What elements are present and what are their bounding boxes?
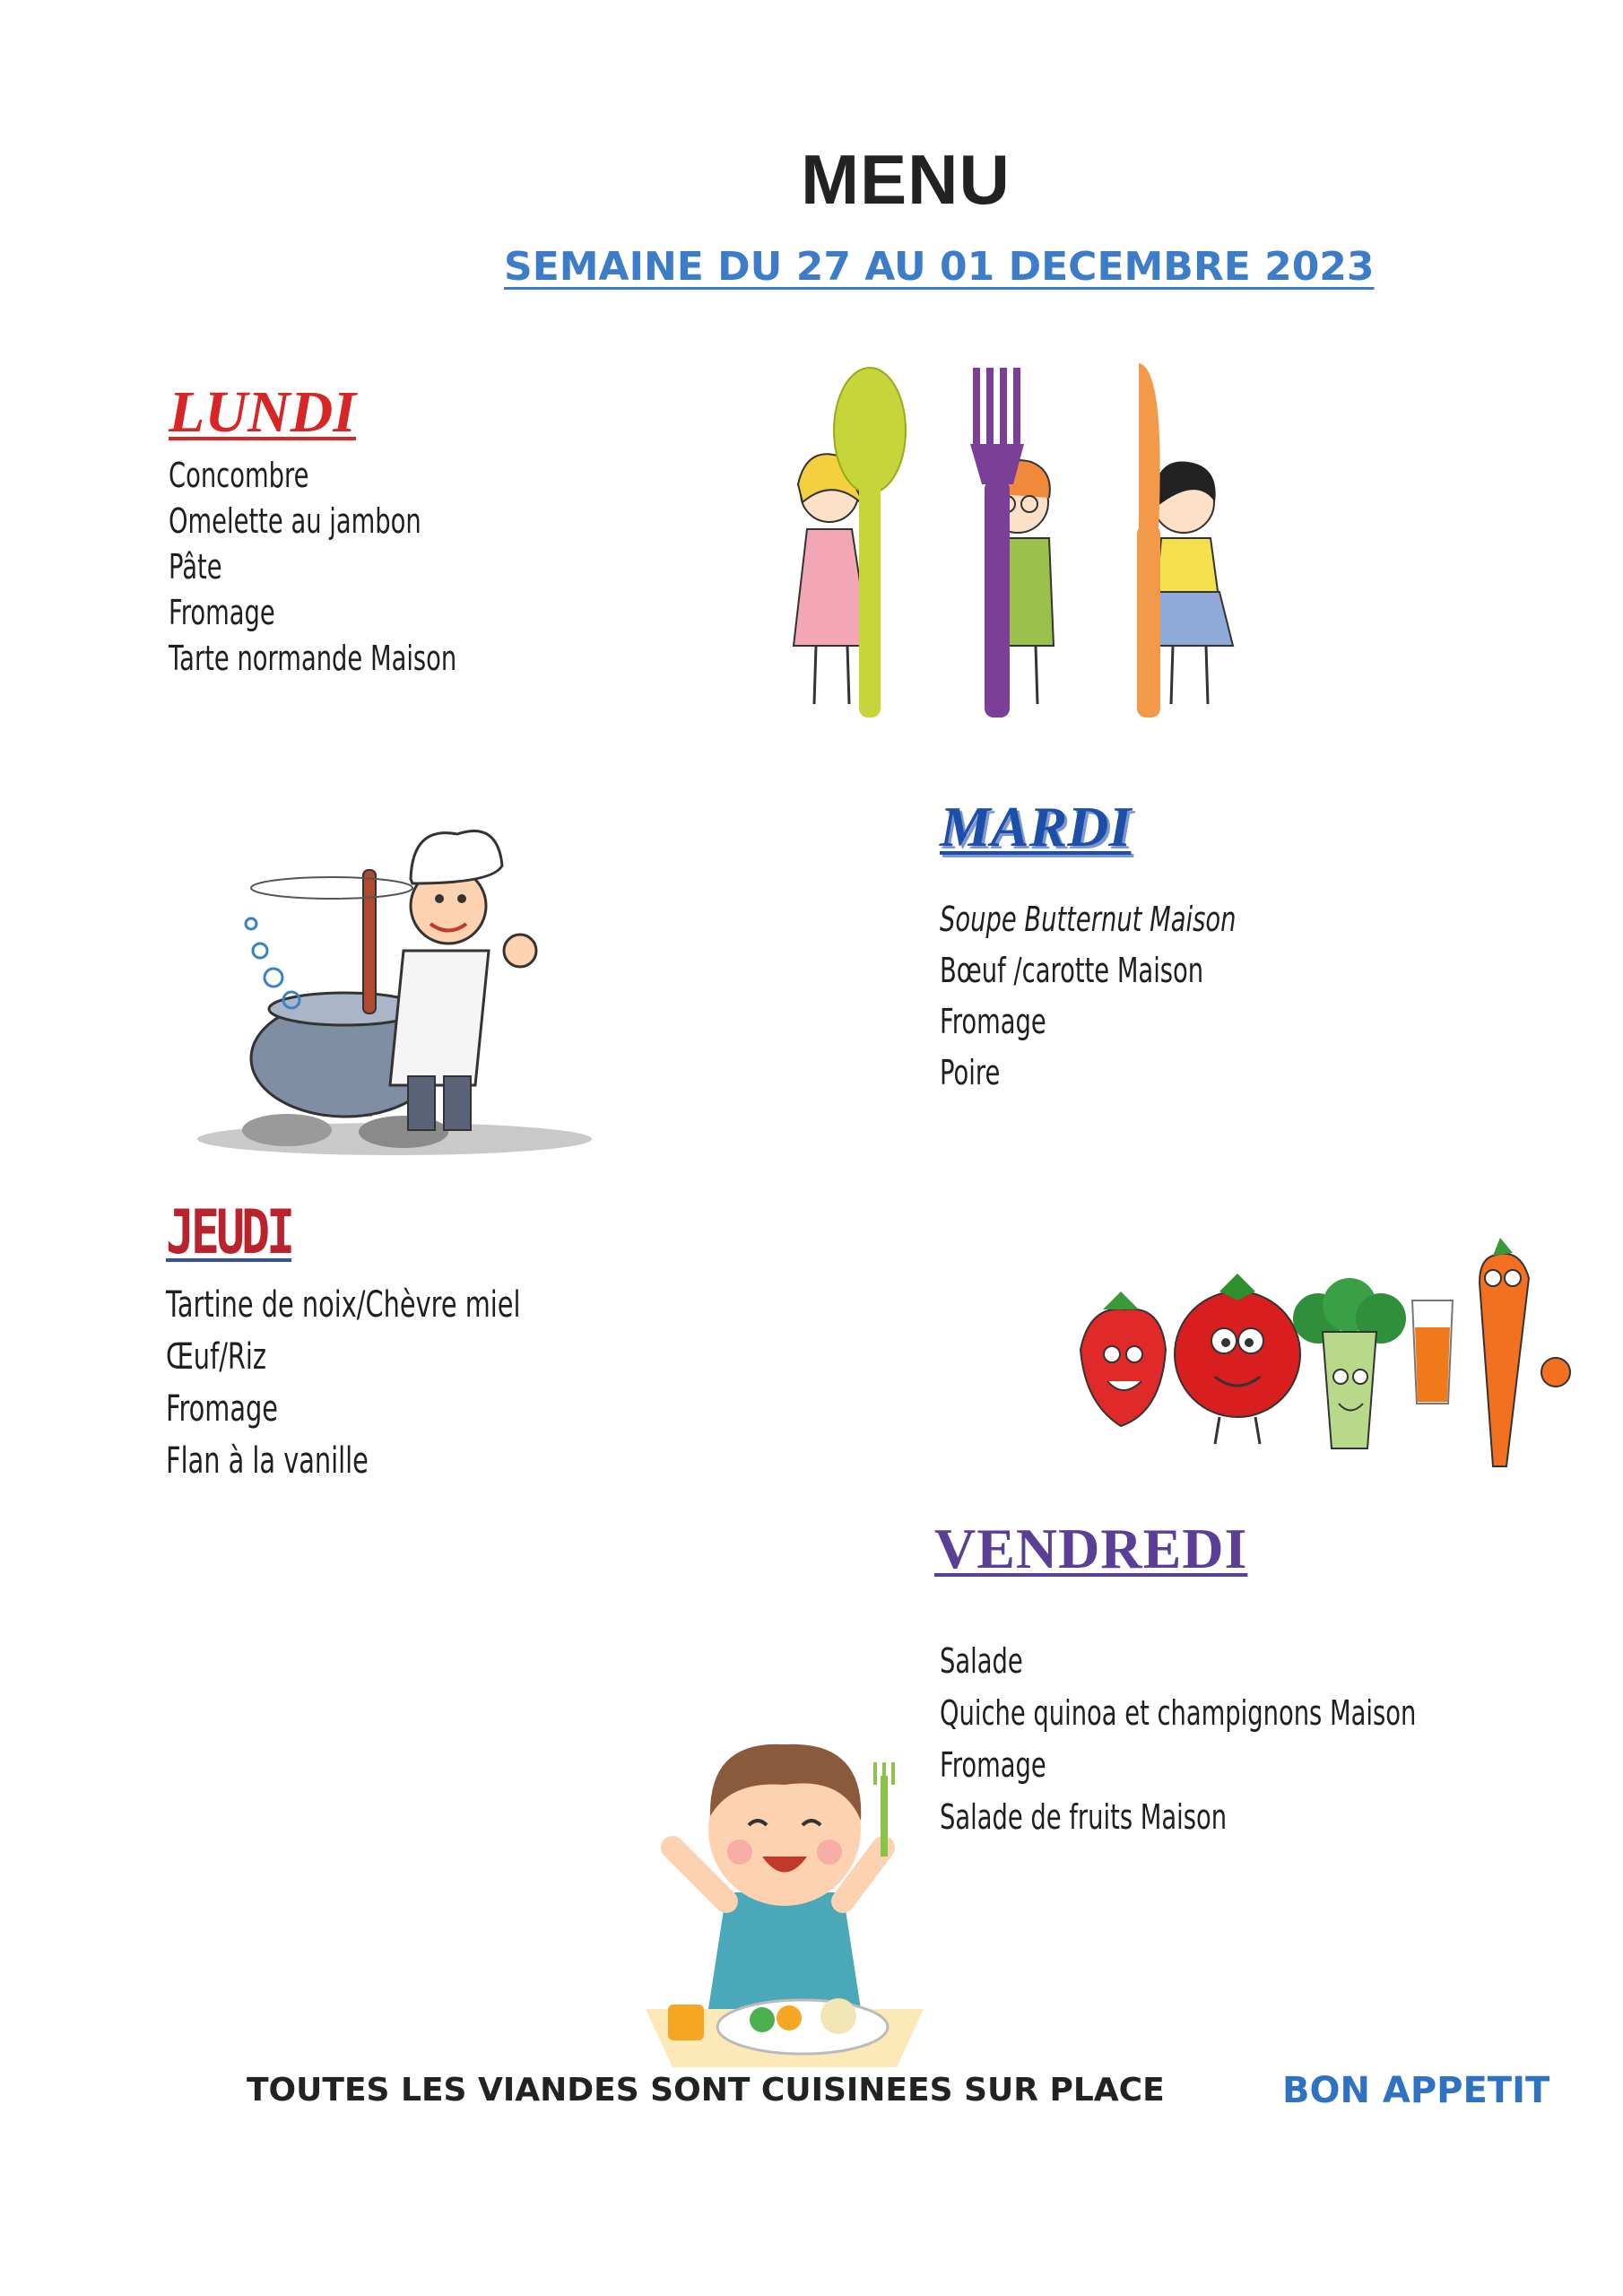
menu-item: Soupe Butternut Maison bbox=[940, 900, 1237, 939]
chef-cooking-pot-icon bbox=[188, 816, 601, 1166]
menu-item: Bœuf /carotte Maison bbox=[940, 951, 1204, 990]
vegetables-characters-icon bbox=[1072, 1233, 1583, 1475]
day-heading-vendredi: VENDREDI bbox=[934, 1517, 1248, 1580]
menu-item: Œuf/Riz bbox=[166, 1336, 267, 1378]
menu-item: Omelette au jambon bbox=[169, 501, 421, 541]
child-eating-meal-icon bbox=[646, 1668, 924, 2072]
menu-item: Pâte bbox=[169, 547, 222, 587]
menu-item: Salade de fruits Maison bbox=[940, 1797, 1228, 1837]
menu-item: Salade bbox=[940, 1641, 1023, 1681]
menu-item: Tarte normande Maison bbox=[169, 639, 457, 678]
footer-greeting: BON APPETIT bbox=[1282, 2070, 1550, 2111]
menu-item: Tartine de noix/Chèvre miel bbox=[166, 1284, 521, 1326]
menu-item: Concombre bbox=[169, 456, 309, 495]
page-title: MENU bbox=[801, 140, 1011, 219]
menu-item: Fromage bbox=[169, 593, 275, 632]
menu-list-mardi bbox=[940, 894, 1236, 1099]
menu-item: Flan à la vanille bbox=[166, 1440, 369, 1482]
menu-item: Poire bbox=[940, 1053, 1001, 1092]
menu-list-lundi bbox=[169, 453, 456, 682]
menu-item: Fromage bbox=[166, 1388, 279, 1430]
day-heading-jeudi: JEUDI bbox=[166, 1197, 292, 1268]
day-heading-mardi: MARDI bbox=[940, 795, 1132, 858]
menu-item: Fromage bbox=[940, 1745, 1046, 1785]
menu-list-jeudi bbox=[166, 1279, 520, 1487]
menu-list-vendredi bbox=[940, 1635, 1416, 1843]
footer-note: TOUTES LES VIANDES SONT CUISINEES SUR PLACE bbox=[247, 2072, 1165, 2109]
day-heading-lundi: LUNDI bbox=[169, 379, 356, 445]
menu-item: Fromage bbox=[940, 1002, 1046, 1041]
cutlery-children-icon bbox=[744, 350, 1246, 726]
menu-item: Quiche quinoa et champignons Maison bbox=[940, 1693, 1417, 1733]
week-subtitle: SEMAINE DU 27 AU 01 DECEMBRE 2023 bbox=[504, 244, 1375, 290]
